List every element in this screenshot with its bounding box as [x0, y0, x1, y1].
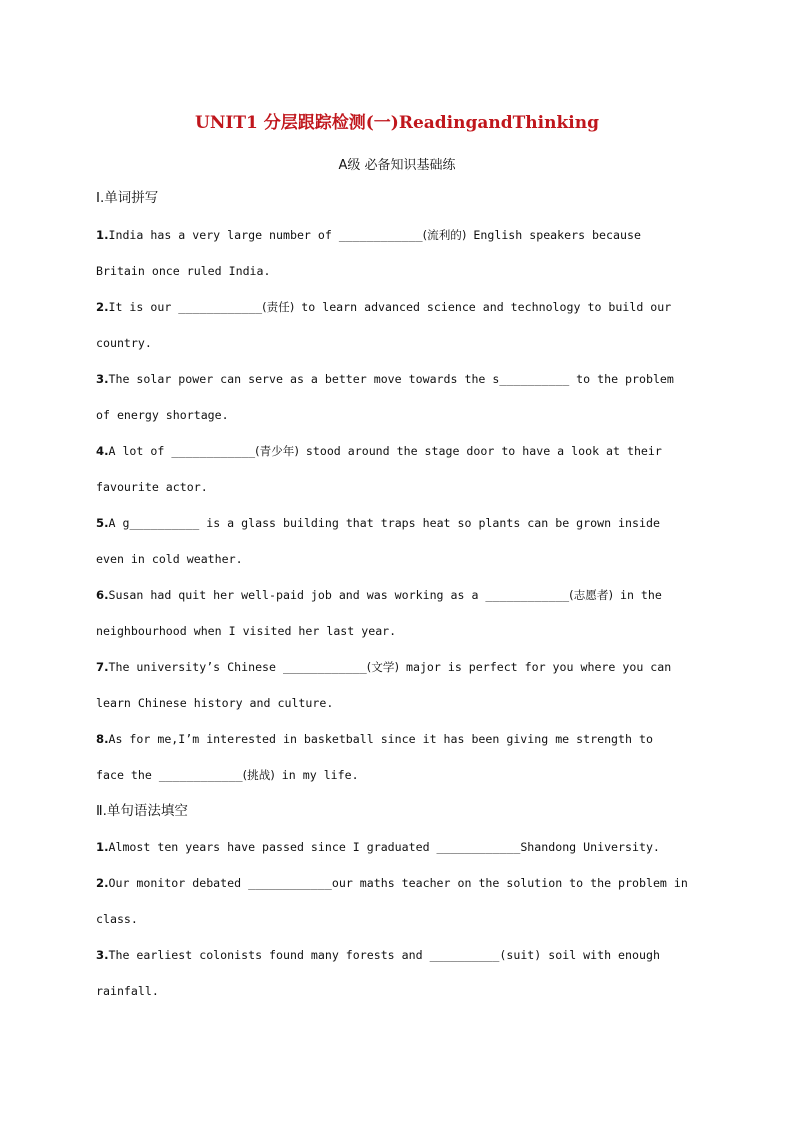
question-line	[96, 443, 662, 459]
answer-blank[interactable]: ____________	[248, 876, 332, 890]
question-number: 3.	[96, 948, 109, 962]
question-line	[96, 299, 671, 315]
question-text: to learn advanced science and technology to build our	[294, 300, 672, 314]
answer-blank[interactable]: ____________	[485, 588, 570, 602]
section-heading: Ⅰ.单词拼写	[96, 190, 159, 206]
word-hint: (文学)	[366, 660, 399, 674]
question-line	[96, 947, 660, 963]
question-text: stood around the stage door to have a look at their	[298, 444, 662, 458]
question-text: As for me,I’m interested in basketball since it has been giving me strength to	[108, 732, 653, 746]
question-number: 7.	[96, 660, 109, 674]
question-number: 2.	[96, 300, 109, 314]
question-line: Britain once ruled India.	[96, 264, 271, 278]
question-text: is a glass building that traps heat so plants can be grown inside	[199, 516, 660, 530]
section-heading: Ⅱ.单句语法填空	[96, 803, 188, 819]
question-text: The earliest colonists found many forests and	[108, 948, 430, 962]
question-line	[96, 371, 674, 387]
question-line: rainfall.	[96, 984, 159, 998]
question-number: 1.	[96, 840, 109, 854]
question-line	[96, 767, 359, 783]
question-text: English speakers because	[466, 228, 641, 242]
question-text: India has a very large number of	[108, 228, 339, 242]
word-hint: (suit)	[499, 948, 542, 962]
question-line	[96, 227, 641, 243]
answer-blank[interactable]: ____________	[178, 300, 263, 314]
question-text: in the	[613, 588, 662, 602]
question-line: neighbourhood when I visited her last year.	[96, 624, 397, 638]
question-text: to the problem	[569, 372, 674, 386]
question-text: A lot of	[108, 444, 172, 458]
question-text: It is our	[108, 300, 179, 314]
question-line	[96, 659, 671, 675]
answer-blank[interactable]: ____________	[338, 228, 423, 242]
answer-blank[interactable]: __________	[499, 372, 570, 386]
word-hint: (青少年)	[255, 444, 299, 458]
answer-blank[interactable]: __________	[429, 948, 500, 962]
question-text: face the	[96, 768, 159, 782]
question-text: The university’s Chinese	[108, 660, 283, 674]
question-number: 3.	[96, 372, 109, 386]
word-hint: (挑战)	[242, 768, 275, 782]
answer-blank[interactable]: __________	[129, 516, 200, 530]
question-line: country.	[96, 336, 152, 350]
question-line	[96, 875, 688, 891]
question-text: Almost ten years have passed since I graduated	[108, 840, 437, 854]
answer-blank[interactable]: ____________	[436, 840, 521, 854]
answer-blank[interactable]: ____________	[283, 660, 367, 674]
question-text: A g	[108, 516, 130, 530]
word-hint: (流利的)	[422, 228, 467, 242]
question-line	[96, 587, 662, 603]
question-number: 8.	[96, 732, 109, 746]
word-hint: (责任)	[262, 300, 295, 314]
page-subtitle: A级 必备知识基础练	[338, 158, 456, 173]
question-number: 1.	[96, 228, 109, 242]
question-number: 2.	[96, 876, 109, 890]
question-line: learn Chinese history and culture.	[96, 696, 334, 710]
question-text: in my life.	[274, 768, 359, 782]
question-text: Susan had quit her well-paid job and was working as a	[108, 588, 486, 602]
question-text: Shandong University.	[520, 840, 660, 854]
question-text: our maths teacher on the solution to the problem in	[331, 876, 688, 890]
question-line: even in cold weather.	[96, 552, 243, 566]
question-line: of energy shortage.	[96, 408, 229, 422]
question-line	[96, 839, 660, 855]
page-title: UNIT1 分层跟踪检测(一)ReadingandThinking	[195, 113, 599, 133]
question-number: 4.	[96, 444, 109, 458]
question-text: Our monitor debated	[108, 876, 249, 890]
answer-blank[interactable]: ____________	[171, 444, 256, 458]
question-text: The solar power can serve as a better move towards the s	[108, 372, 500, 386]
question-text: major is perfect for you where you can	[399, 660, 672, 674]
question-line: favourite actor.	[96, 480, 208, 494]
word-hint: (志愿者)	[569, 588, 613, 602]
question-number: 5.	[96, 516, 109, 530]
question-number: 6.	[96, 588, 109, 602]
question-line	[96, 515, 660, 531]
question-text: soil with enough	[541, 948, 660, 962]
question-line: class.	[96, 912, 138, 926]
question-line	[96, 731, 653, 747]
answer-blank[interactable]: ____________	[158, 768, 243, 782]
